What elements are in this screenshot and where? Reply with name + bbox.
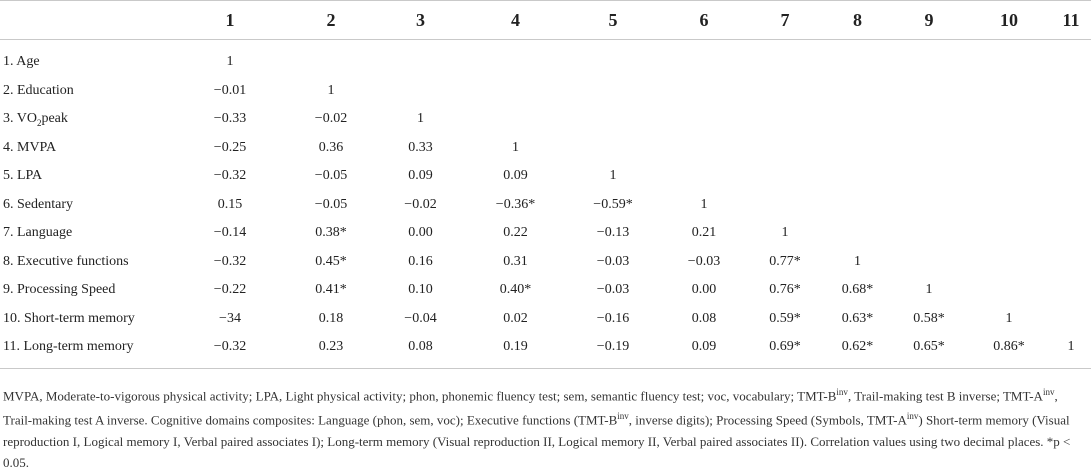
- table-row: [0, 134, 1091, 163]
- correlation-cell: [1051, 162, 1091, 191]
- header-cell-1: 1: [225, 9, 235, 30]
- correlation-cell: 0.00: [691, 282, 717, 298]
- correlation-cell: 0.45*: [315, 253, 347, 269]
- correlation-cell: 0.68*: [841, 282, 874, 298]
- header-cell-7: 7: [780, 9, 790, 30]
- correlation-cell: [746, 191, 824, 220]
- correlation-cell: −0.05: [314, 196, 348, 212]
- correlation-cell: [467, 77, 564, 106]
- correlation-cell: [1051, 305, 1091, 334]
- correlation-cell: [891, 219, 967, 248]
- correlation-cell: [824, 105, 891, 134]
- correlation-cell: 0.18: [318, 310, 344, 326]
- correlation-cell: −0.19: [596, 339, 630, 355]
- correlation-cell: 0.19: [503, 339, 528, 355]
- correlation-cell: −0.03: [687, 253, 721, 269]
- header-cell-9: 9: [924, 9, 934, 30]
- correlation-cell: 1: [226, 54, 234, 70]
- correlation-cell: 0.65*: [913, 339, 945, 355]
- correlation-cell: [374, 40, 467, 77]
- footnote-part: , Trail-making test B inverse; TMT-A: [847, 388, 1043, 404]
- header-cell-3: 3: [416, 9, 425, 30]
- correlation-cell: 0.69*: [769, 339, 801, 355]
- header-cell-6: 6: [699, 9, 709, 30]
- correlation-cell: 0.02: [503, 310, 528, 326]
- row-label: [0, 105, 172, 134]
- correlation-cell: 1: [925, 282, 933, 298]
- correlation-cell: 0.22: [503, 225, 528, 241]
- table-row: [0, 248, 1091, 277]
- footnote-superscript: inv: [617, 411, 629, 422]
- footnote-text: [3, 382, 1083, 473]
- correlation-cell: [824, 77, 891, 106]
- correlation-cell: [746, 105, 824, 134]
- correlation-cell: −0.32: [213, 339, 247, 355]
- correlation-cell: 0.10: [408, 282, 433, 298]
- correlation-cell: 1: [781, 225, 789, 241]
- correlation-cell: [1051, 134, 1091, 163]
- correlation-cell: −0.02: [404, 196, 437, 212]
- row-label-subscript: 2: [36, 117, 42, 128]
- correlation-cell: [824, 219, 891, 248]
- correlation-cell: [467, 40, 564, 77]
- correlation-cell: [288, 40, 374, 77]
- correlation-cell: −0.16: [596, 310, 630, 326]
- correlation-cell: −0.03: [596, 253, 630, 269]
- table-body: [0, 40, 1091, 369]
- correlation-cell: 0.76*: [769, 282, 801, 298]
- footnote-part: ) Short-term memory (Visual reproduction I, Logical memory I, Verbal paired associates I); Long-term memory (Visual reproduction II, Logical memory II, Verbal paired associates II). Correlation values using two decimal places. *p < 0.05.: [3, 412, 1071, 470]
- header-row: [0, 1, 1091, 40]
- correlation-cell: 0.63*: [841, 310, 874, 326]
- footnote-part: , inverse digits); Processing Speed (Symbols, TMT-A: [628, 412, 907, 428]
- correlation-cell: [967, 40, 1051, 77]
- header-cell-11: 11: [1062, 9, 1080, 30]
- table-row: [0, 305, 1091, 334]
- table-footnote: [3, 382, 1083, 473]
- correlation-cell: 1: [700, 196, 708, 212]
- correlation-cell: [746, 162, 824, 191]
- correlation-cell: [891, 77, 967, 106]
- correlation-cell: −0.33: [213, 111, 247, 127]
- correlation-cell: [1051, 77, 1091, 106]
- row-label: 4. MVPA: [3, 139, 57, 155]
- correlation-cell: 0.41*: [315, 282, 347, 298]
- correlation-cell: [662, 105, 746, 134]
- correlation-cell: 0.23: [318, 339, 344, 355]
- correlation-cell: [824, 134, 891, 163]
- correlation-cell: 0.40*: [499, 282, 532, 298]
- correlation-cell: [824, 162, 891, 191]
- correlation-cell: 1: [1005, 310, 1013, 326]
- correlation-cell: [824, 191, 891, 220]
- correlation-cell: 1: [1067, 339, 1075, 355]
- correlation-cell: 0.09: [408, 168, 433, 184]
- correlation-cell: −0.59*: [593, 196, 633, 212]
- correlation-cell: [662, 134, 746, 163]
- table-row: [0, 162, 1091, 191]
- correlation-cell: −0.13: [596, 225, 630, 241]
- correlation-cell: [1051, 248, 1091, 277]
- correlation-cell: −0.05: [314, 168, 348, 184]
- correlation-cell: −0.03: [596, 282, 630, 298]
- correlation-cell: 0.86*: [993, 339, 1025, 355]
- correlation-cell: 0.62*: [841, 339, 874, 355]
- correlation-cell: [967, 162, 1051, 191]
- table-row: [0, 333, 1091, 368]
- correlation-cell: [891, 191, 967, 220]
- correlation-cell: [746, 77, 824, 106]
- correlation-cell: [967, 134, 1051, 163]
- row-label: 8. Executive functions: [3, 253, 129, 269]
- row-label-part: 3. VO: [3, 110, 37, 126]
- correlation-cell: [564, 40, 662, 77]
- footnote-superscript: inv: [836, 387, 848, 397]
- correlation-cell: 0.58*: [913, 310, 945, 326]
- table-row: [0, 77, 1091, 106]
- table-row: [0, 276, 1091, 305]
- correlation-cell: −0.32: [213, 168, 247, 184]
- footnote-part: MVPA, Moderate-to-vigorous physical activity; LPA, Light physical activity; phon, phonemic fluency test; sem, semantic fluency test; voc, vocabulary; TMT-B: [3, 388, 837, 404]
- row-label: 9. Processing Speed: [3, 282, 116, 298]
- correlation-cell: [967, 219, 1051, 248]
- correlation-cell: [564, 134, 662, 163]
- correlation-cell: [891, 40, 967, 77]
- footnote-part: , Trail-making test A inverse. Cognitive domains composites: Language (phon, sem, voc); Executive functions (TMT-B: [3, 388, 1058, 428]
- row-label: 7. Language: [3, 225, 73, 241]
- correlation-cell: [1051, 105, 1091, 134]
- footnote-superscript: inv: [1042, 387, 1055, 397]
- correlation-cell: [662, 162, 746, 191]
- header-cell-label: [0, 1, 172, 40]
- table-row: [0, 40, 1091, 77]
- correlation-cell: [746, 40, 824, 77]
- correlation-cell: 0.16: [408, 253, 433, 269]
- correlation-cell: 0.33: [408, 139, 433, 155]
- correlation-cell: [662, 77, 746, 106]
- correlation-cell: −0.36*: [495, 196, 536, 212]
- correlation-cell: [467, 105, 564, 134]
- correlation-cell: [746, 134, 824, 163]
- table-row: [0, 219, 1091, 248]
- correlation-cell: 1: [854, 253, 861, 269]
- correlation-cell: −0.14: [213, 225, 247, 241]
- correlation-cell: [1051, 219, 1091, 248]
- correlation-cell: [1051, 191, 1091, 220]
- row-label: 11. Long-term memory: [3, 339, 134, 355]
- row-label-part: peak: [41, 110, 68, 126]
- correlation-cell: 0.59*: [769, 310, 801, 326]
- correlation-cell: [891, 248, 967, 277]
- header-cell-5: 5: [608, 9, 618, 30]
- row-label: 2. Education: [3, 82, 74, 98]
- row-label: 1. Age: [3, 54, 40, 70]
- correlation-cell: [967, 77, 1051, 106]
- table-row: [0, 105, 1091, 134]
- header-cell-10: 10: [1000, 9, 1018, 30]
- correlation-cell: [1051, 276, 1091, 305]
- correlation-cell: 0.09: [503, 168, 528, 184]
- correlation-cell: [374, 77, 467, 106]
- correlation-cell: −0.32: [213, 253, 247, 269]
- header-cell-8: 8: [853, 9, 862, 30]
- correlation-cell: −0.02: [314, 111, 348, 127]
- correlation-cell: 0.31: [503, 253, 528, 269]
- row-label: 10. Short-term memory: [3, 310, 135, 326]
- correlation-cell: 0.36: [318, 139, 344, 155]
- correlation-cell: 0.08: [408, 339, 433, 355]
- correlation-cell: [967, 105, 1051, 134]
- correlation-cell: 1: [512, 139, 519, 155]
- correlation-cell: −34: [219, 310, 241, 326]
- correlation-cell: [824, 40, 891, 77]
- correlation-cell: 0.21: [691, 225, 717, 241]
- correlation-cell: [1051, 40, 1091, 77]
- correlation-cell: [891, 162, 967, 191]
- correlation-cell: [564, 105, 662, 134]
- correlation-cell: −0.22: [213, 282, 247, 298]
- table-row: [0, 191, 1091, 220]
- correlation-cell: 0.38*: [315, 225, 347, 241]
- correlation-cell: 1: [327, 82, 335, 98]
- correlation-cell: 0.09: [691, 339, 717, 355]
- header-cell-2: 2: [326, 9, 336, 30]
- correlation-cell: 1: [417, 111, 424, 127]
- correlation-cell: [967, 276, 1051, 305]
- correlation-cell: [967, 248, 1051, 277]
- correlation-cell: [662, 40, 746, 77]
- row-label: 5. LPA: [3, 168, 43, 184]
- header-cell-4: 4: [511, 9, 520, 30]
- correlation-cell: −0.25: [213, 139, 247, 155]
- footnote-superscript: inv: [906, 411, 919, 422]
- correlation-cell: −0.04: [404, 310, 437, 326]
- correlation-cell: [967, 191, 1051, 220]
- row-label: 6. Sedentary: [3, 196, 73, 212]
- correlation-cell: 0.15: [217, 196, 243, 212]
- correlation-cell: 0.08: [691, 310, 717, 326]
- correlation-cell: −0.01: [213, 82, 247, 98]
- correlation-cell: [891, 134, 967, 163]
- correlation-cell: 1: [609, 168, 617, 184]
- correlation-cell: [891, 105, 967, 134]
- correlation-cell: 0.77*: [769, 253, 801, 269]
- correlation-cell: [564, 77, 662, 106]
- table-header: [0, 1, 1091, 40]
- correlation-cell: 0.00: [408, 225, 433, 241]
